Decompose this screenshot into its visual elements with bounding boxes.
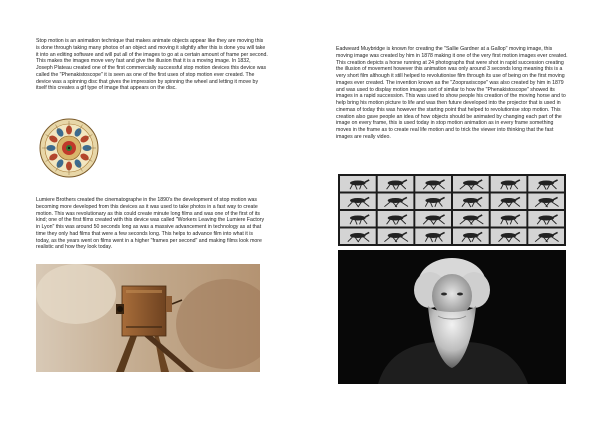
- horse-gallop-icon: [338, 174, 566, 246]
- horse-sequence-image: [338, 174, 566, 246]
- cinematographe-image: [36, 264, 260, 372]
- camera-photo-icon: [36, 264, 260, 372]
- intro-paragraph: Stop motion is an animation technique that makes animate objects appear like they are moving this is done through taking many photos of an object and moving it slightly after this is done you will take it into an editing software and will put all of the images to go at a certain amount of frame per second. This makes the images move very fast and give the illusion that it is a moving image. In 1832, Joseph Plateau created one of the first commercially successful stop motion devices this device was called the "Phenakistoscope" it is seen as one of the first uses of stop motion ever created. The device was a spinning disc that gives the impression by spinning the wheel and letting it move by itself this creates a gif type of image that appears on the disc.: [36, 38, 268, 92]
- muybridge-portrait-image: [338, 250, 566, 384]
- portrait-photo-icon: [338, 250, 566, 384]
- muybridge-paragraph: Eadweard Muybridge is known for creating the "Sallie Gardner at a Gallop" moving image, this moving image was created by him in 1878 making it one of the very first motion images ever created. This creation depicts a horse running at 24 photographs that were shot in rapid succession creating the illusion of movement however this animation was only around 3 seconds long meaning this is a very short film although it still helped to revolutionise film through its use of being on the first moving images ever created. The invention known as the "Zoopraxiscope" was also created by him in 1879 and was used to display motion images sort of similar to how the "Phenakistoscope" showed its images in a rapid succession. This was used to show people his creation of the moving horse and to help bring his motion picture to life and was then future developed into the projector that is used in cinemas of today this was however the starting point that helped to revolutionise stop motion. This creation also gave people an idea of how objects should be animated by changing each part of the image on every frame, this is used today in stop motion animation as in every frame something moves in the frame as to create real life motion and to trick the viewer into thinking that the fast images are really video.: [336, 46, 568, 140]
- lumiere-paragraph: Lumiere Brothers created the cinematographe in the 1890's the development of stop motion was becoming more developed from this devices as it was used to take photos in a fast way to create motion. This was revolutionary as this could create minute long films and was one of the first of its kind; one of the first films created with this device was called "Workers Leaving the Lumiere Factory in Lyon" this was around 50 seconds long as was a massive advancement in technology as at that time they only had films that were a few seconds long. This helps to advance film into what it is today, as the years went on films went in a higher "frames per second" and making films look more realistic and how they look today.: [36, 197, 265, 251]
- phenakistoscope-disc-icon: [38, 114, 100, 188]
- phenakistoscope-image: [38, 114, 100, 188]
